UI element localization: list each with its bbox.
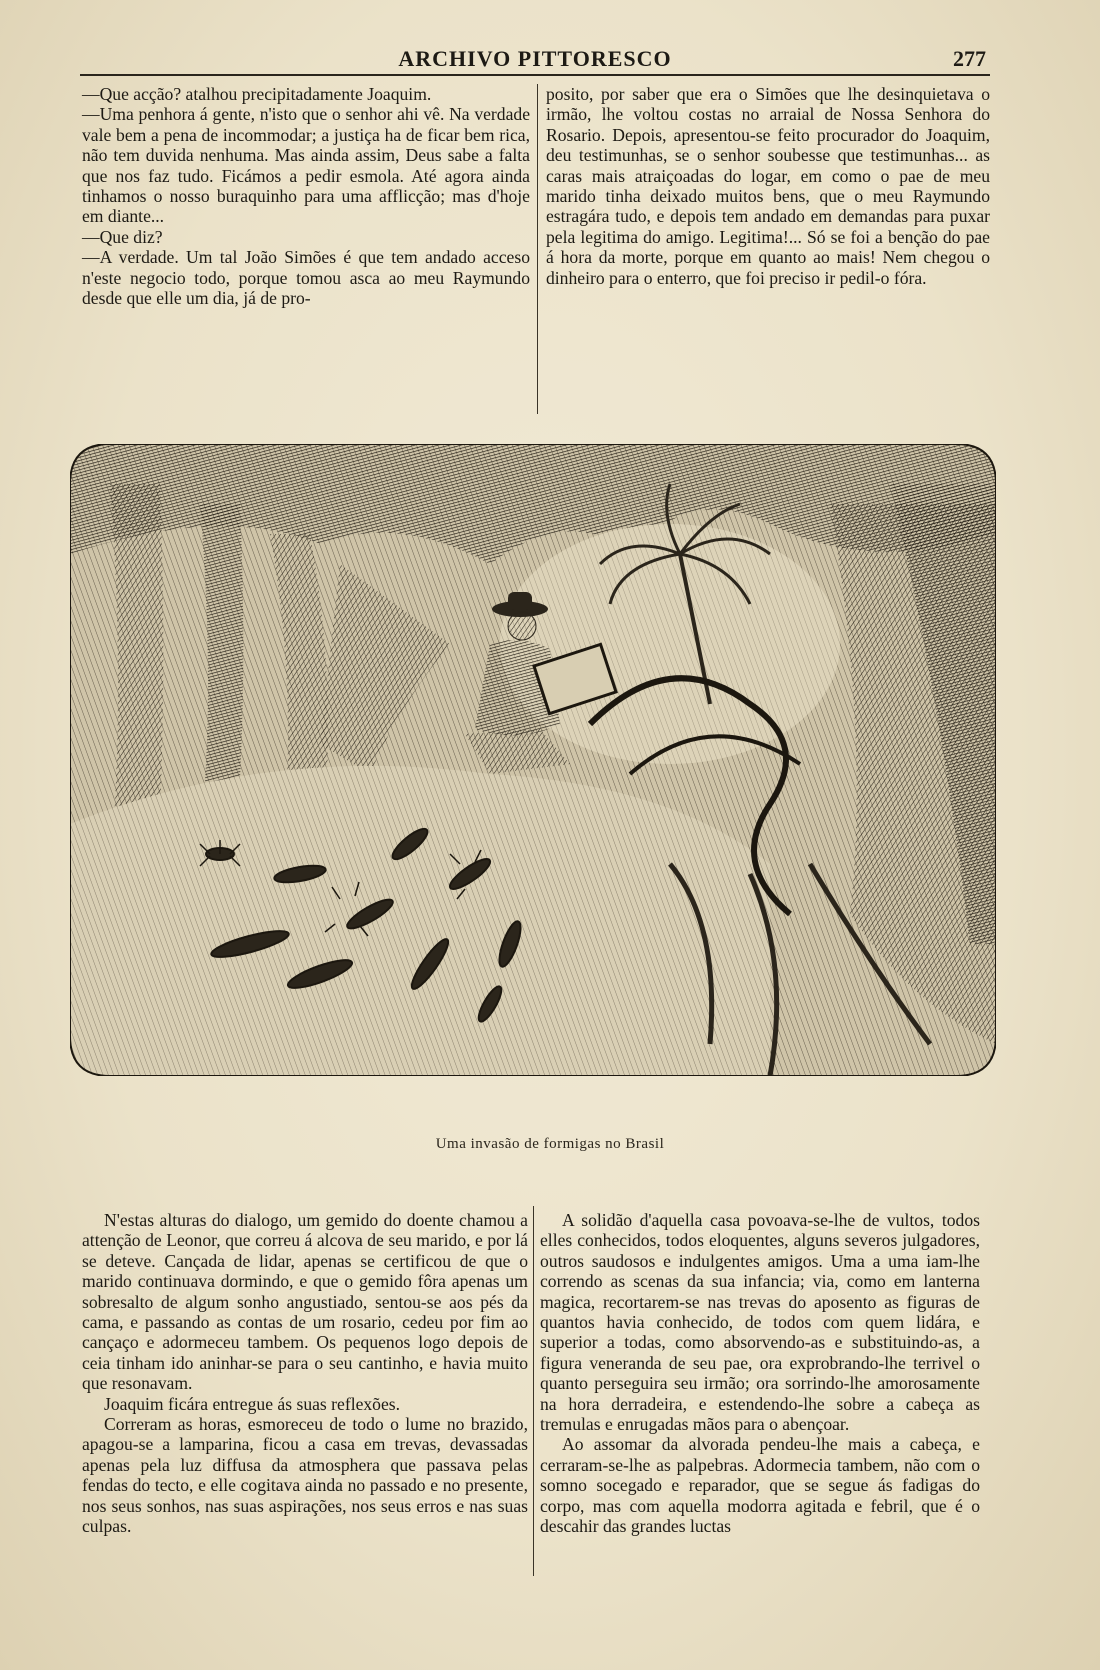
paragraph: Joaquim ficára entregue ás suas reflexões. — [104, 1393, 401, 1414]
column-divider-top — [537, 84, 538, 414]
paragraph: Ao assomar da alvorada pendeu-lhe mais a cabeça, e cerraram-se-lhe as palpebras. Adormecia tambem, não com o somno socegado e reparador, que se segue ás fadigas do corpo, mas com aquella modorra agitada e febril, que é o descahir das grandes luctas — [540, 1434, 980, 1537]
page-header — [80, 44, 990, 76]
paragraph: —Que acção? atalhou precipitadamente Joaquim. — [82, 84, 432, 104]
column-divider-bottom — [533, 1206, 534, 1576]
paragraph: A solidão d'aquella casa povoava-se-lhe de vultos, todos elles conhecidos, todos eloquentes, alguns severos julgadores, outros saudosos e indulgentes amigos. Uma a uma iam-lhe correndo as scenas da sua infancia; via, como em lanterna magica, recortarem-se nas trevas do aposento as figuras de quantos havia conhecido, de todos com quem lidára, e superior a todas, como absorvendo-as e substituindo-as, a figura veneranda de seu pae, ora exprobrando-lhe terrivel o quanto perseguira seu irmão; ora sorrindo-lhe amorosamente na hora derradeira, e estendendo-lhe sobre a cabeça as tremulas e enrugadas mãos para o abençoar. — [540, 1210, 980, 1435]
figure-caption: Uma invasão de formigas no Brasil — [435, 1136, 665, 1152]
text-column-bottom-right — [540, 1210, 980, 1537]
text-column-top-left — [82, 84, 530, 308]
paragraph: —Que diz? — [82, 226, 163, 247]
paragraph: Correram as horas, esmoreceu de todo o lume no brazido, apagou-se a lamparina, ficou a casa em trevas, devassadas apenas pela luz diffusa da atmosphera que passava pelas fendas do tecto, e elle cogitava ainda no passado e no presente, nos seus sonhos, nas suas aspirações, nos seus erros e nas suas culpas. — [82, 1414, 528, 1537]
paragraph: —Uma penhora á gente, n'isto que o senhor ahi vê. Na verdade vale bem a pena de incommodar; a justiça ha de ficar bem rica, não tem duvida nenhuma. Mas ainda assim, Deus sabe a falta que nos faz tudo. Ficámos a pedir esmola. Até agora ainda tinhamos o nosso buraquinho para uma afflicção; mas d'hoje em diante... — [82, 104, 530, 227]
paragraph: N'estas alturas do dialogo, um gemido do doente chamou a attenção de Leonor, que correu á alcova de seu marido, e por lá se deteve. Cançada de lidar, apenas se certificou de que o marido continuava dormindo, e que o gemido fôra apenas um sobresalto de algum sonho angustiado, sentou-se aos pés da cama, e passando as contas de um rosario, cedeu por fim ao cançaço e adormeceu tambem. Os pequenos logo depois de ceia tinham ido aninhar-se para o seu cantinho, e havia muito que resonavam. — [82, 1210, 528, 1394]
text-column-bottom-left — [82, 1210, 528, 1537]
paragraph: posito, por saber que era o Simões que lhe desinquietava o irmão, lhe voltou costas no arraial de Nossa Senhora do Rosario. Depois, apresentou-se feito procurador do Joaquim, deu testimunhas, se o senhor soubesse que testimunhas... as caras mais atraiçoadas do logar, em como o pae de meu marido tinha deixado muitos bens, que o meu Raymundo estragára tudo, e depois tem andado em demandas para puxar pela legitima do amigo. Legitima!... Só se foi a benção do pae á hora da morte, porque em quanto ao mais! Nem chegou o dinheiro para o enterro, que foi preciso ir pedil-o fóra. — [546, 84, 990, 288]
journal-title: ARCHIVO PITTORESCO — [398, 46, 672, 71]
page-number: 277 — [953, 46, 986, 71]
text-column-top-right — [546, 84, 990, 288]
paragraph: —A verdade. Um tal João Simões é que tem andado acceso n'este negocio todo, porque tomou asca ao meu Raymundo desde que elle um dia, já de pro- — [82, 247, 530, 309]
engraving-ant-invasion — [70, 444, 996, 1076]
